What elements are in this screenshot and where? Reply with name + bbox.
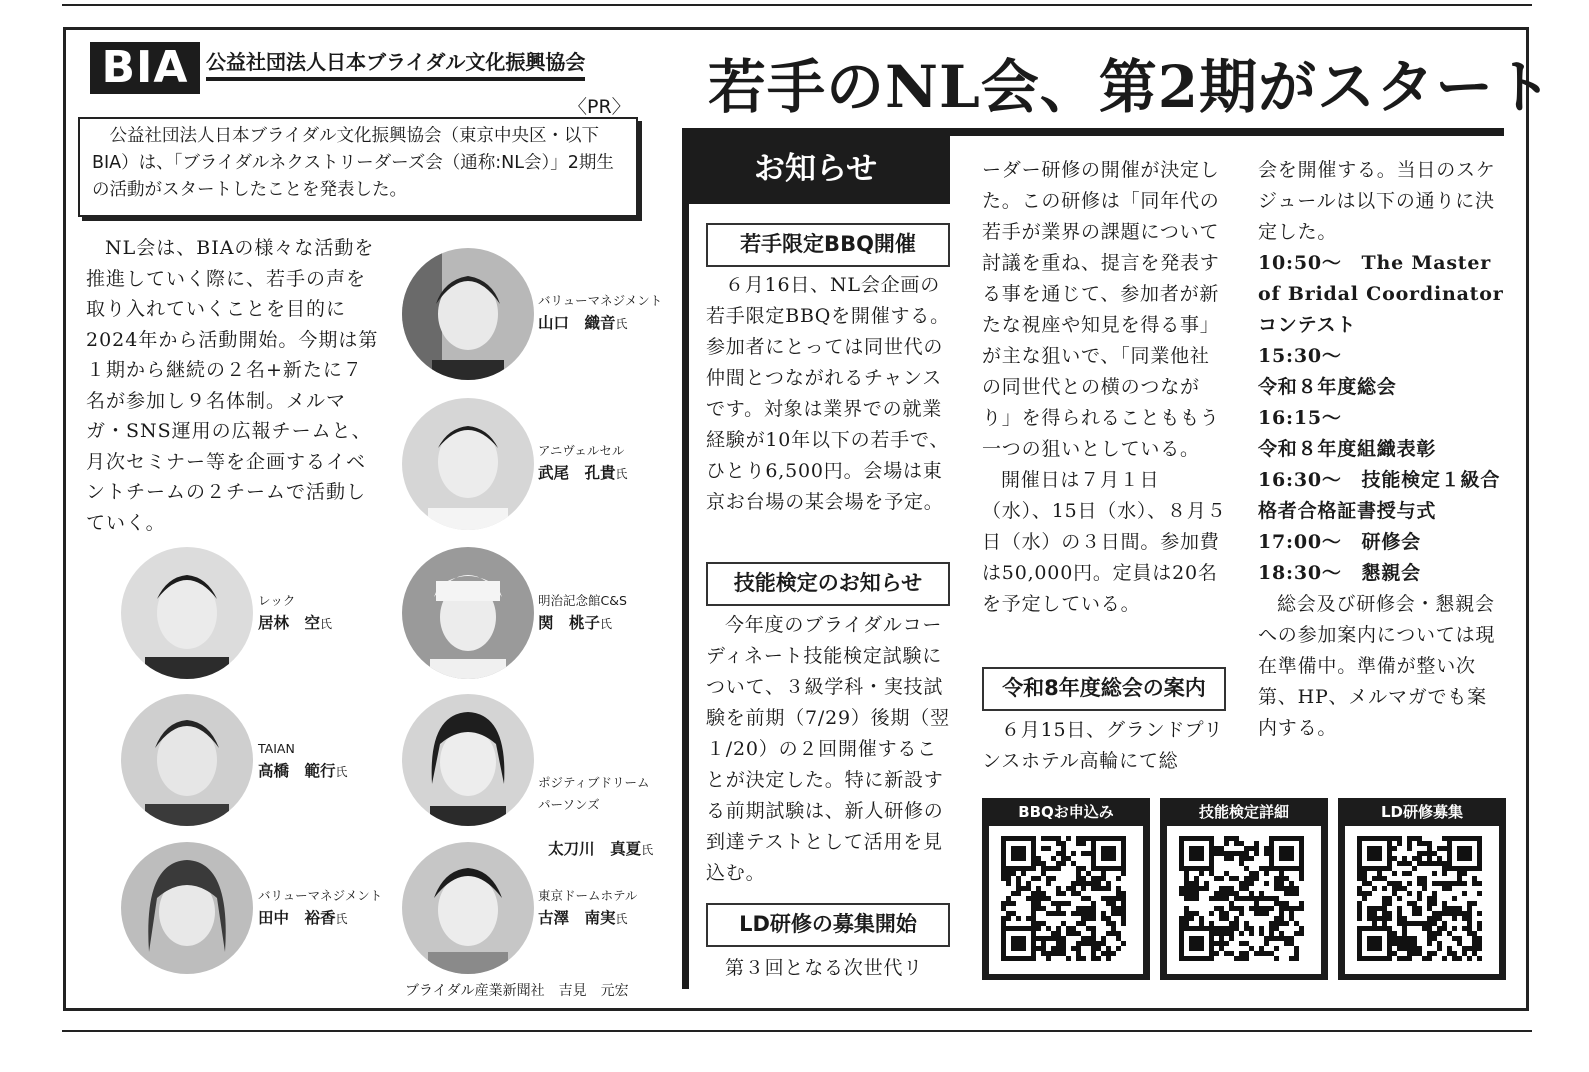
member-caption: TAIAN 高橋 範行氏: [258, 738, 348, 783]
notice-top-bar: [682, 128, 1504, 136]
bottom-rule: [62, 1030, 1532, 1032]
schedule-item: 17:00〜 研修会: [1258, 531, 1421, 553]
member-photo: [121, 547, 253, 679]
notice-label: お知らせ: [754, 151, 878, 187]
member-caption: バリューマネジメント 田中 裕香氏: [258, 885, 382, 930]
member-caption: アニヴェルセル 武尾 孔貴氏: [538, 440, 628, 485]
bbq-text: ６月16日、NL会企画の若手限定BBQを開催する。参加者にとっては同世代の仲間とつながれるチャンスです。対象は業界での就業経験が10年以下の若手で、ひとり6,500円。会場は東京お台場の某会場を予定。: [706, 274, 950, 513]
exam-heading: 技能検定のお知らせ: [706, 562, 950, 606]
schedule-item: 16:15〜 令和８年度組織表彰: [1258, 407, 1437, 460]
ld-body-start: [706, 953, 952, 984]
ld-dates: 開催日は７月１日（水）、15日（水）、８月５日（水）の３日間。参加費は50,000円。定員は20名を予定している。: [982, 469, 1227, 615]
member-name: 高橋 範行: [258, 762, 336, 780]
member-photo: [402, 694, 534, 826]
notice-side-bar: [682, 204, 689, 989]
top-rule: [62, 4, 1532, 6]
qr-code-icon: [1167, 826, 1321, 974]
member-company: アニヴェルセル: [538, 443, 625, 458]
member-company: バリューマネジメント: [258, 888, 383, 903]
member-photo: [402, 842, 534, 974]
member-photo: [121, 694, 253, 826]
qr-ld[interactable]: [1338, 798, 1506, 980]
member-company: バリューマネジメント: [538, 293, 663, 308]
exam-body: [706, 610, 952, 889]
schedule-item: 18:30〜 懇親会: [1258, 562, 1421, 584]
meeting-body-start: [982, 715, 1228, 777]
member-photo: [402, 547, 534, 679]
member-name: 山口 織音: [538, 314, 616, 332]
member-company: レック: [258, 593, 296, 608]
member-company: 東京ドームホテル: [538, 888, 638, 903]
org-name: 公益社団法人日本ブライダル文化振興協会: [206, 46, 585, 81]
qr-label: 技能検定詳細: [1198, 803, 1289, 821]
member-name: 太刀川 真夏: [548, 840, 642, 858]
intro-body: [86, 233, 379, 538]
ld-text-cont: ーダー研修の開催が決定した。この研修は「同年代の若手が業界の課題について討議を重ね、提言を発表する事を通じて、参加者が新たな視座や知見を得る事」が主な狙いで、「同業他社の同世代との横のつながり」を得られることももう一つの狙いとしている。: [982, 159, 1220, 460]
member-caption: レック 居林 空氏: [258, 590, 332, 635]
schedule-item: 16:30〜 技能検定１級合格者合格証書授与式: [1258, 469, 1501, 522]
member-caption: 明治記念館C&S 関 桃子氏: [538, 590, 627, 635]
member-caption: バリューマネジメント 山口 織音氏: [538, 290, 662, 335]
lead-box: [78, 117, 638, 217]
qr-exam[interactable]: [1160, 798, 1328, 980]
qr-bbq[interactable]: [982, 798, 1150, 980]
member-company: 明治記念館C&S: [538, 593, 627, 608]
member-caption: 東京ドームホテル 古澤 南実氏: [538, 885, 637, 930]
headline: 若手のNL会、第2期がスタート: [708, 53, 1554, 121]
member-name: 古澤 南実: [538, 909, 616, 927]
qr-code-icon: [1345, 826, 1499, 974]
photo-credit: ブライダル産業新聞社 吉見 元宏: [405, 983, 629, 999]
lead-text: 公益社団法人日本ブライダル文化振興協会（東京中央区・以下BIA）は、「ブライダルネクストリーダーズ会（通称:NL会）」2期生の活動がスタートしたことを発表した。: [92, 126, 614, 200]
meeting-text-start: ６月15日、グランドプリンスホテル高輪にて総: [982, 719, 1224, 772]
intro-text: NL会は、BIAの様々な活動を推進していく際に、若手の声を取り入れていくことを目的に2024年から活動開始。今期は第１期から継続の２名+新たに７名が参加し９名体制。メルマガ・SNS運用の広報チームと、月次セミナー等を企画するイベントチームの２チームで活動していく。: [86, 237, 379, 534]
qr-code-icon: [989, 826, 1143, 974]
meeting-heading: 令和8年度総会の案内: [982, 667, 1226, 711]
member-name: 田中 裕香: [258, 909, 336, 927]
ld-body-cont: [982, 155, 1228, 620]
member-photo: [402, 248, 534, 380]
bia-logo-mark: BIA: [90, 42, 200, 94]
meeting-body-cont: [1258, 155, 1506, 744]
member-name: 武尾 孔貴: [538, 464, 616, 482]
member-company: ポジティブドリーム パーソンズ: [538, 775, 650, 812]
schedule-item: 10:50〜 The Master of Bridal Coordinator コンテスト: [1258, 252, 1504, 336]
schedule-item: 15:30〜 令和８年度総会: [1258, 345, 1397, 398]
exam-text: 今年度のブライダルコーディネート技能検定試験について、３級学科・実技試験を前期（7/29）後期（翌１/20）の２回開催することが決定した。特に新設する前期試験は、新人研修の到達テストとして活用を見込む。: [706, 614, 950, 884]
member-caption: ポジティブドリーム パーソンズ 太刀川 真夏氏: [538, 728, 653, 861]
meeting-text-cont: 会を開催する。当日のスケジュールは以下の通りに決定した。: [1258, 159, 1496, 243]
qr-label: LD研修募集: [1380, 803, 1463, 821]
ld-text-start: 第３回となる次世代リ: [725, 957, 924, 979]
member-photo: [402, 398, 534, 530]
bbq-body: [706, 270, 952, 518]
member-photo: [121, 842, 253, 974]
ld-heading: LD研修の募集開始: [706, 903, 950, 947]
bbq-heading: 若手限定BBQ開催: [706, 223, 950, 267]
qr-label: BBQお申込み: [1018, 803, 1114, 821]
member-company: TAIAN: [258, 741, 295, 756]
meeting-closing: 総会及び研修会・懇親会への参加案内については現在準備中。準備が整い次第、HP、メルマガでも案内する。: [1258, 593, 1496, 739]
pr-tag: 〈PR〉: [568, 96, 631, 118]
member-name: 居林 空: [258, 614, 321, 632]
member-name: 関 桃子: [538, 614, 601, 632]
